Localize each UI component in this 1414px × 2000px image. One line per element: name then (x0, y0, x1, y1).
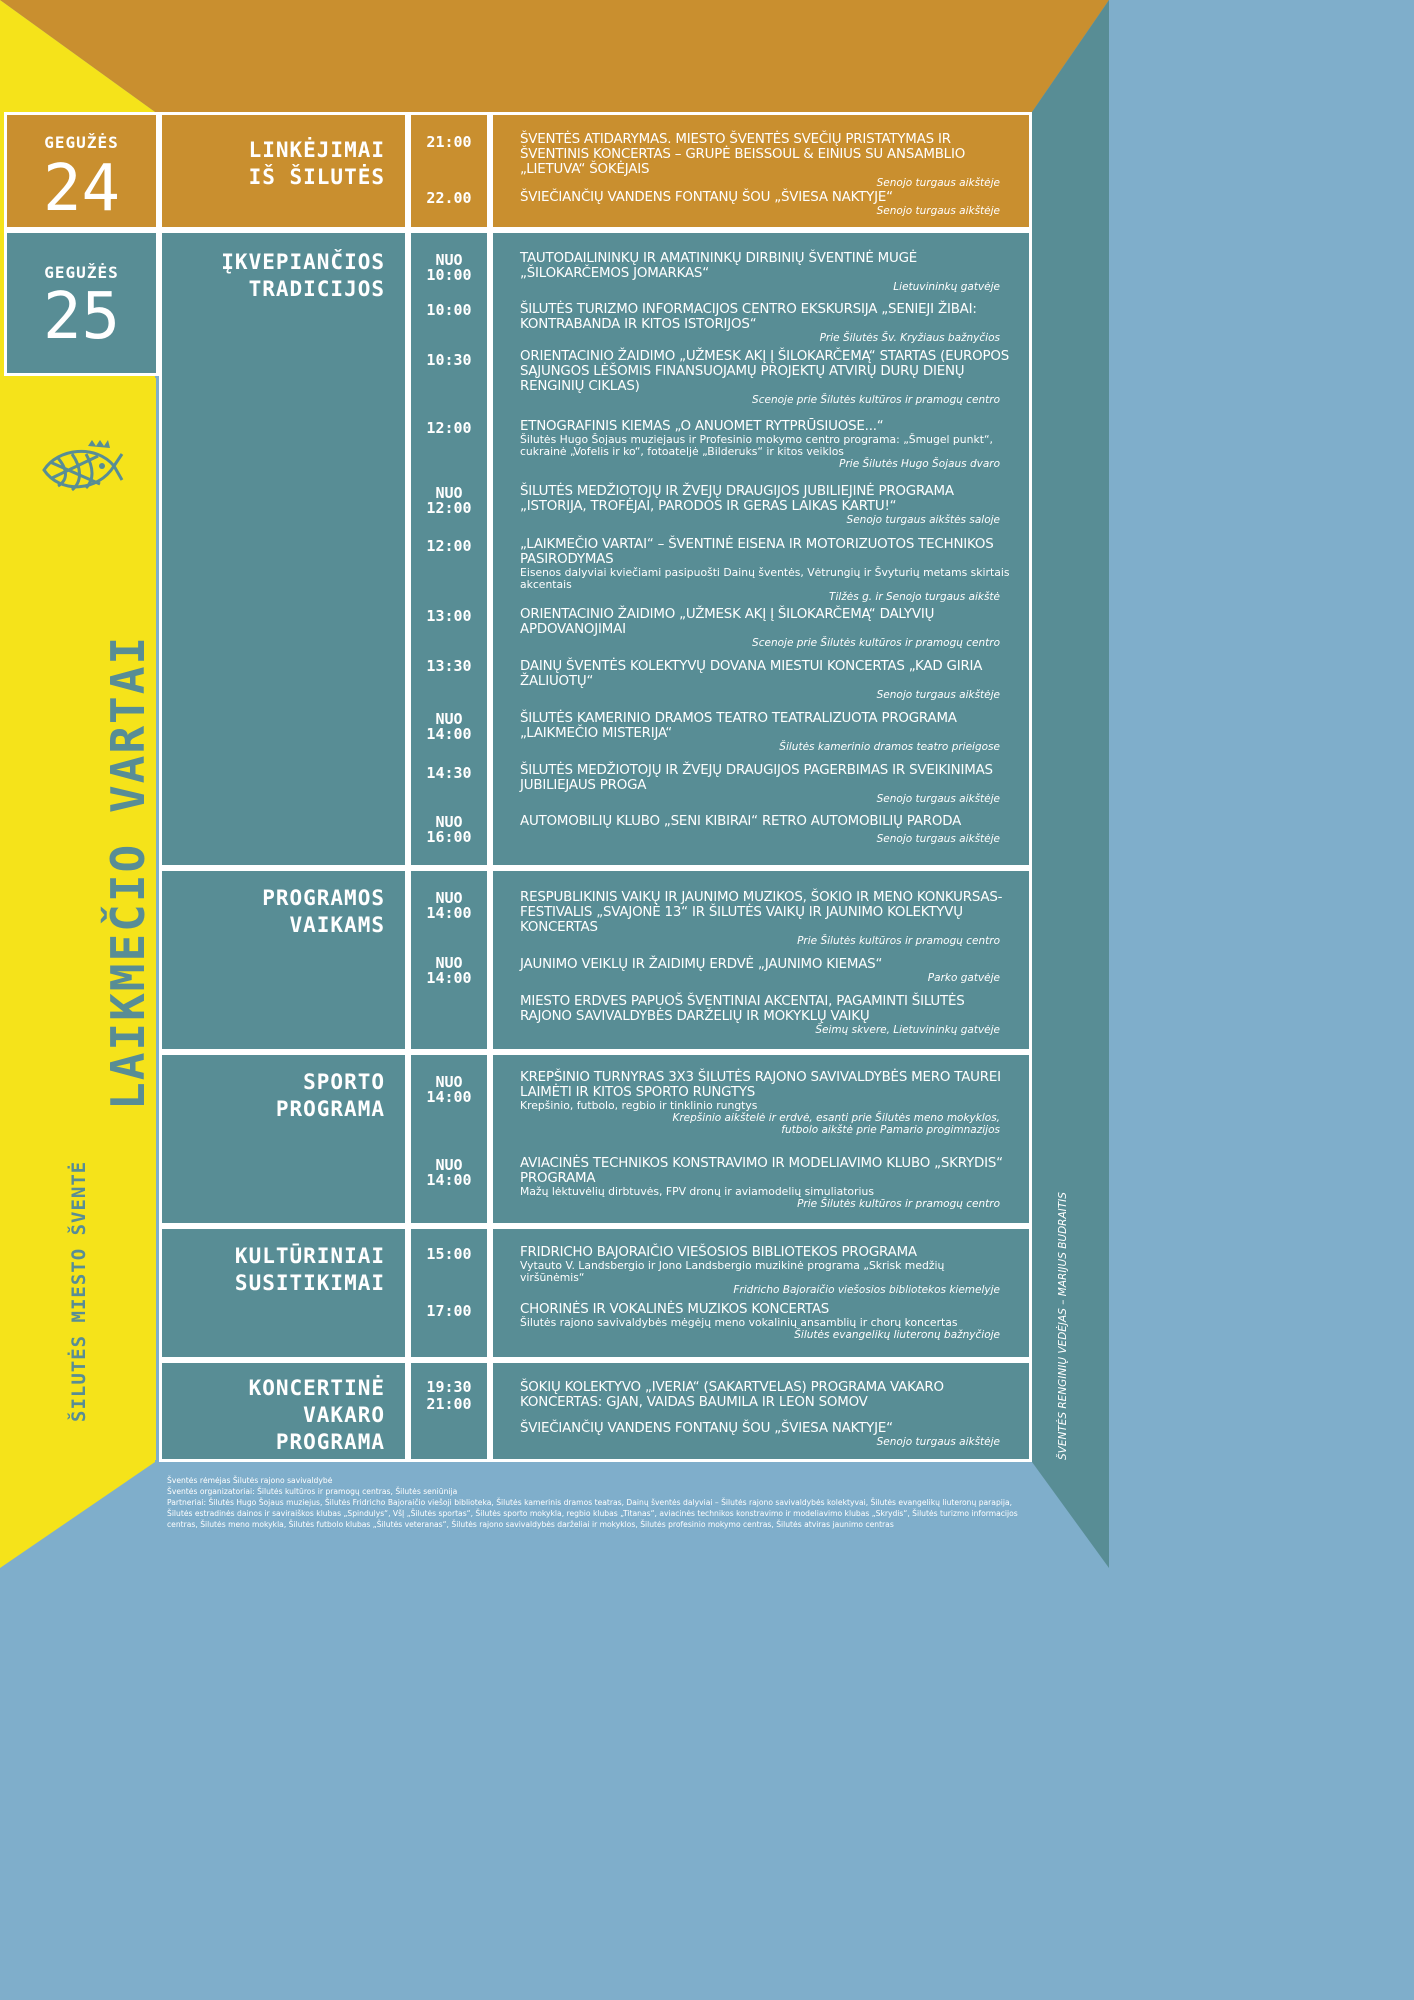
event-location: Parko gatvėje (927, 972, 1000, 984)
event (520, 537, 1010, 603)
event-title: ŠILUTĖS MEDŽIOTOJŲ IR ŽVEJŲ DRAUGIJOS JUBILIEJINĖ PROGRAMA „ISTORIJA, TROFĖJAI, PARODOS IR GERAS LAIKAS KARTU!“ (520, 484, 954, 514)
event-title: ŠVIEČIANČIŲ VANDENS FONTANŲ ŠOU „ŠVIESA NAKTYJE“ (520, 190, 893, 205)
date-day: 24 (42, 152, 121, 226)
events-cell (490, 112, 1032, 230)
event-title: ORIENTACINIO ŽAIDIMO „UŽMESK AKĮ Į ŠILOKARČEMĄ“ DALYVIŲ APDOVANOJIMAI (520, 607, 935, 637)
event-time: NUO 14:00 (426, 954, 472, 987)
event-location: Prie Šilutės Šv. Kryžiaus bažnyčios (819, 332, 1000, 344)
section-title: KULTŪRINIAI SUSITIKIMAI (234, 1244, 385, 1295)
event-title: MIESTO ERDVES PAPUOŠ ŠVENTINIAI AKCENTAI, PAGAMINTI ŠILUTĖS RAJONO SAVIVALDYBĖS DARŽELIŲ IR MOKYKLŲ VAIKŲ (520, 994, 965, 1024)
event (520, 659, 1010, 701)
date-cell-25 (4, 230, 159, 376)
event-location: Prie Šilutės Hugo Šojaus dvaro (839, 458, 1000, 470)
event-time: NUO 12:00 (426, 484, 472, 517)
section-title-cell (159, 112, 408, 230)
event (520, 890, 1010, 947)
event (520, 711, 1010, 753)
event-location: Lietuvininkų gatvėje (893, 281, 1000, 293)
event (520, 763, 1010, 805)
date-month: GEGUŽĖS (44, 263, 119, 282)
event-subtitle: Šilutės rajono savivaldybės mėgėjų meno vokalinių ansamblių ir chorų koncertas (520, 1316, 958, 1329)
event-time: 12:00 (426, 537, 472, 555)
section-title: LINKĖJIMAI IŠ ŠILUTĖS (248, 138, 385, 189)
date-month: GEGUŽĖS (44, 133, 119, 152)
vertical-subtitle: ŠILUTĖS MIESTO ŠVENTĖ (68, 1160, 90, 1422)
event-subtitle: Vytauto V. Landsbergio ir Jono Landsbergio muzikinė programa „Skrisk medžių viršūnėmis“ (520, 1259, 945, 1284)
event (520, 1156, 1010, 1210)
event-time: 17:00 (426, 1302, 472, 1320)
event-time: NUO 14:00 (426, 889, 472, 922)
event-title: KREPŠINIO TURNYRAS 3X3 ŠILUTĖS RAJONO SAVIVALDYBĖS MERO TAUREI LAIMĖTI IR KITOS SPORTO RUNGTYS (520, 1070, 1001, 1100)
event-location: Senojo turgaus aikštėje (876, 833, 1000, 845)
event-time: 12:00 (426, 419, 472, 437)
event-location: Senojo turgaus aikštėje (876, 689, 1000, 701)
event-title: ŠVENTĖS ATIDARYMAS. MIESTO ŠVENTĖS SVEČIŲ PRISTATYMAS IR ŠVENTINIS KONCERTAS – GRUPĖ BEISSOUL & EINIUS SU ANSAMBLIO „LIETUVA“ ŠOKĖJAIS (520, 132, 966, 177)
event-time: 10:00 (426, 301, 472, 319)
event-location: Scenoje prie Šilutės kultūros ir pramogų centro (752, 637, 1000, 649)
event-time: 10:30 (426, 351, 472, 369)
event-time: NUO 16:00 (426, 813, 472, 846)
event (520, 132, 1010, 189)
event-subtitle: Šilutės Hugo Šojaus muziejaus ir Profesinio mokymo centro programa: „Šmugel punkt“, cukrainė „Vofelis ir ko“, fotoateljė „Bilderuks“ ir kitos veiklos (520, 433, 993, 458)
event (520, 1421, 1010, 1448)
event (520, 957, 1010, 984)
event-title: „LAIKMEČIO VARTAI“ – ŠVENTINĖ EISENA IR MOTORIZUOTOS TECHNIKOS PASIRODYMAS (520, 537, 994, 567)
event-time: NUO 14:00 (426, 710, 472, 743)
event-title: JAUNIMO VEIKLŲ IR ŽAIDIMŲ ERDVĖ „JAUNIMO KIEMAS“ (520, 957, 883, 972)
event-time: 14:30 (426, 764, 472, 782)
time-cell (408, 868, 490, 1052)
event-title: AUTOMOBILIŲ KLUBO „SENI KIBIRAI“ RETRO AUTOMOBILIŲ PARODA (520, 814, 962, 829)
event-title: RESPUBLIKINIS VAIKŲ IR JAUNIMO MUZIKOS, ŠOKIO IR MENO KONKURSAS-FESTIVALIS „SVAJONĖ 13“ IR ŠILUTĖS VAIKŲ IR JAUNIMO KOLEKTYVŲ KONCERTAS (520, 890, 1003, 935)
event-location: Krepšinio aikštelė ir erdvė, esanti prie Šilutės meno mokyklos, futbolo aikštė prie Pamario progimnazijos (672, 1112, 1000, 1136)
event-time: 13:30 (426, 657, 472, 675)
event-location: Prie Šilutės kultūros ir pramogų centro (797, 1198, 1000, 1210)
event-title: ŠVIEČIANČIŲ VANDENS FONTANŲ ŠOU „ŠVIESA NAKTYJE“ (520, 1421, 893, 1436)
time-cell (408, 112, 490, 230)
event-location: Senojo turgaus aikštės saloje (846, 514, 1000, 526)
event-time: 13:00 (426, 607, 472, 625)
event-location: Šilutės kamerinio dramos teatro prieigose (779, 741, 1000, 753)
event-time: 22.00 (426, 189, 472, 207)
event-time: NUO 14:00 (426, 1073, 472, 1106)
event-location: Senojo turgaus aikštėje (876, 177, 1000, 189)
section-title-cell (159, 230, 408, 868)
event (520, 302, 1010, 344)
events-cell (490, 1226, 1032, 1360)
event (520, 349, 1010, 406)
host-credit: ŠVENTĖS RENGINIŲ VEDĖJAS – MARIJUS BUDRAITIS (1057, 1192, 1069, 1460)
section-title: PROGRAMOS VAIKAMS (262, 886, 385, 937)
section-title-cell (159, 1052, 408, 1226)
date-cell-24 (4, 112, 159, 230)
section-title-cell (159, 1226, 408, 1360)
event-subtitle: Krepšinio, futbolo, regbio ir tinklinio rungtys (520, 1099, 758, 1112)
event (520, 419, 1010, 470)
event-title: DAINŲ ŠVENTĖS KOLEKTYVŲ DOVANA MIESTUI KONCERTAS „KAD GIRIA ŽALIUOTŲ“ (520, 659, 983, 689)
event (520, 1245, 1010, 1296)
footer-sponsor: Šventės rėmėjas Šilutės rajono savivaldybė (167, 1476, 333, 1485)
footer-organizers: Šventės organizatoriai: Šilutės kultūros ir pramogų centras, Šilutės seniūnija (167, 1487, 458, 1496)
event-title: ŠILUTĖS KAMERINIO DRAMOS TEATRO TEATRALIZUOTA PROGRAMA „LAIKMEČIO MISTERIJA“ (520, 711, 957, 741)
section-title: ĮKVEPIANČIOS TRADICIJOS (221, 250, 385, 301)
event (520, 1380, 1010, 1410)
event-title: TAUTODAILININKŲ IR AMATININKŲ DIRBINIŲ ŠVENTINĖ MUGĖ „ŠILOKARČEMOS JOMARKAS“ (520, 251, 918, 281)
vertical-title: LAIKMEČIO VARTAI (101, 634, 155, 1110)
event-time: NUO 14:00 (426, 1156, 472, 1189)
section-title-cell (159, 868, 408, 1052)
event-time: 21:00 (426, 133, 472, 151)
event-location: Šilutės evangelikų liuteronų bažnyčioje (794, 1329, 1000, 1341)
time-cell (408, 1226, 490, 1360)
event-location: Šeimų skvere, Lietuvininkų gatvėje (815, 1024, 1000, 1036)
time-cell (408, 1360, 490, 1462)
event (520, 607, 1010, 649)
event-title: ORIENTACINIO ŽAIDIMO „UŽMESK AKĮ Į ŠILOKARČEMĄ“ STARTAS (EUROPOS SĄJUNGOS LĖŠOMIS FINANSUOJAMŲ PROJEKTŲ ATVIRŲ DURŲ DIENŲ RENGINIŲ CIKLAS) (520, 349, 1010, 394)
event-location: Scenoje prie Šilutės kultūros ir pramogų centro (752, 394, 1000, 406)
event-time: 15:00 (426, 1245, 472, 1263)
event (520, 1070, 1010, 1136)
event-time: NUO 10:00 (426, 251, 472, 284)
events-cell (490, 230, 1032, 868)
event-title: AVIACINĖS TECHNIKOS KONSTRAVIMO IR MODELIAVIMO KLUBO „SKRYDIS“ PROGRAMA (520, 1156, 1003, 1186)
event-location: Senojo turgaus aikštėje (876, 1436, 1000, 1448)
event-title: ŠILUTĖS TURIZMO INFORMACIJOS CENTRO EKSKURSIJA „SENIEJI ŽIBAI: KONTRABANDA IR KITOS ISTORIJOS“ (520, 302, 977, 332)
event-location: Fridricho Bajoraičio viešosios bibliotekos kiemelyje (733, 1284, 1000, 1296)
section-title: KONCERTINĖ VAKARO PROGRAMA (248, 1376, 385, 1454)
event (520, 814, 1010, 845)
events-cell (490, 1360, 1032, 1462)
time-cell (408, 1052, 490, 1226)
event-time: 19:30 21:00 (426, 1378, 472, 1413)
event (520, 190, 1010, 217)
section-title: SPORTO PROGRAMA (275, 1070, 385, 1121)
date-day: 25 (42, 280, 121, 354)
event-title: ŠOKIŲ KOLEKTYVO „IVERIA“ (SAKARTVELAS) PROGRAMA VAKARO KONCERTAS: GJAN, VAIDAS BAUMILA IR LEON SOMOV (520, 1380, 944, 1410)
event-subtitle: Mažų lėktuvėlių dirbtuvės, FPV dronų ir aviamodelių simuliatorius (520, 1185, 874, 1198)
events-cell (490, 1052, 1032, 1226)
event-title: ETNOGRAFINIS KIEMAS „O ANUOMET RYTPRŪSIUOSE...“ (520, 419, 884, 434)
footer (167, 1475, 1027, 1530)
event-location: Senojo turgaus aikštėje (876, 205, 1000, 217)
event (520, 1302, 1010, 1341)
event-title: ŠILUTĖS MEDŽIOTOJŲ IR ŽVEJŲ DRAUGIJOS PAGERBIMAS IR SVEIKINIMAS JUBILIEJAUS PROGA (520, 763, 993, 793)
event (520, 251, 1010, 293)
event-location: Senojo turgaus aikštėje (876, 793, 1000, 805)
time-cell (408, 230, 490, 868)
event-subtitle: Eisenos dalyviai kviečiami pasipuošti Dainų šventės, Vėtrungių ir Švyturių metams skirtais akcentais (520, 566, 1010, 591)
event (520, 994, 1010, 1036)
section-title-cell (159, 1360, 408, 1462)
event-title: FRIDRICHO BAJORAIČIO VIEŠOSIOS BIBLIOTEKOS PROGRAMA (520, 1245, 917, 1260)
fish-logo-icon (40, 440, 124, 502)
footer-partners: Partneriai: Šilutės Hugo Šojaus muziejus, Šilutės Fridricho Bajoraičio viešoji biblioteka, Šilutės kamerinis dramos teatras, Dainų šventės dalyviai – Šilutės rajono savivaldybės kolektyvai, Šilutės evangelikų liuteronų parapija, Šilutės estradinės dainos ir saviraiškos klubas „Spindulys“, VšĮ „Šilutės sportas“, Šilutės sporto mokykla, regbio klubas „Titanas“, aviacinės technikos konstravimo ir modeliavimo klubas „Skrydis“, Šilutės turizmo informacijos centras, Šilutės meno mokykla, Šilutės futbolo klubas „Šilutės veteranas“, Šilutės rajono savivaldybės darželiai ir mokyklos, Šilutės profesinio mokymo centras, Šilutės atviras jaunimo centras (167, 1498, 1018, 1529)
events-cell (490, 868, 1032, 1052)
event-title: CHORINĖS IR VOKALINĖS MUZIKOS KONCERTAS (520, 1302, 830, 1317)
event-location: Tilžės g. ir Senojo turgaus aikštė (829, 591, 1000, 603)
event-location: Prie Šilutės kultūros ir pramogų centro (797, 935, 1000, 947)
event (520, 484, 1010, 526)
